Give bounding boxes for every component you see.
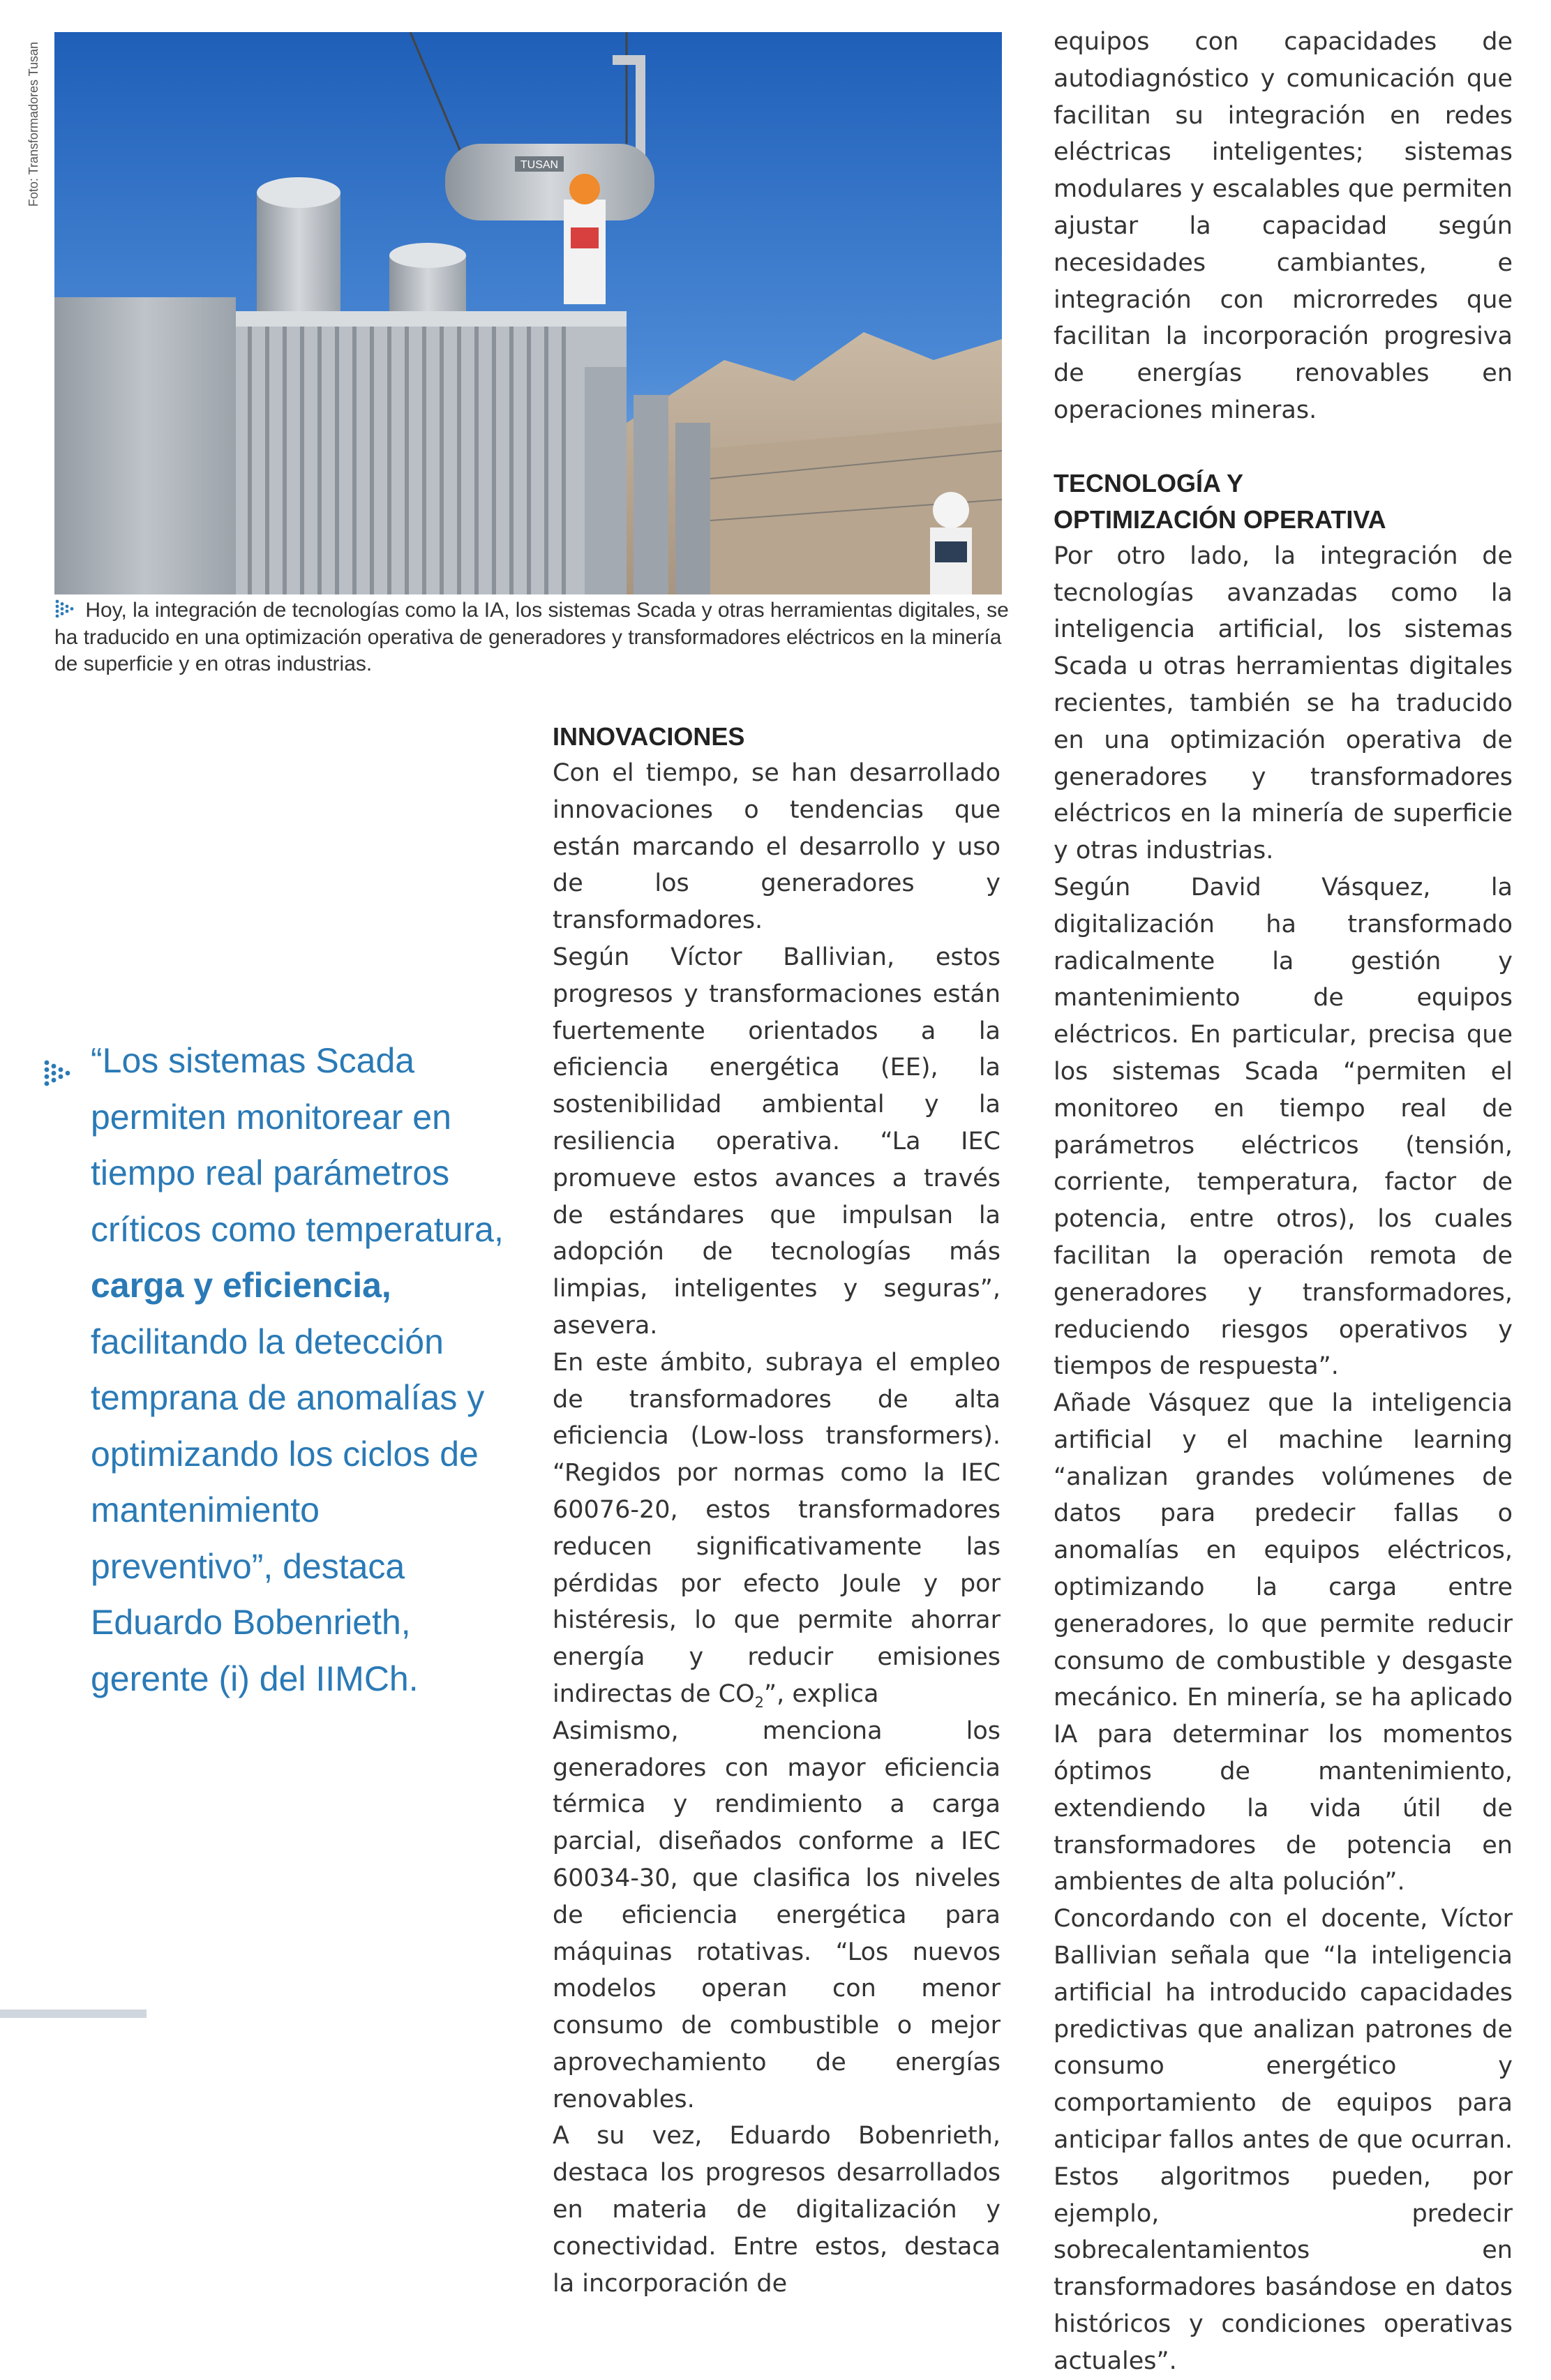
- transformer-photo: [54, 32, 1002, 594]
- quote-part-1: “Los sistemas Scada permiten monitorear en tiempo real parámetros críticos como temperatura,: [91, 1041, 504, 1249]
- paragraph: Según Víctor Ballivian, estos progresos y transformaciones están fuertemente orientados a la eficiencia energética (EE), la sostenibilidad ambiental y la resiliencia operativa. “La IEC promueve estos avances a través de estándares que impulsan la adopción de tecnologías más limpias, inteligentes y seguras”, asevera.: [553, 943, 1001, 1340]
- caption-text: Hoy, la integración de tecnologías como la IA, los sistemas Scada y otras herramientas digitales, se ha traducido en una optimización operativa de generadores y transformadores eléctricos en la minería de superficie y en otras industrias.: [54, 599, 1009, 676]
- brand-label: TUSAN: [520, 159, 559, 171]
- paragraph-text: ”, explica: [764, 1679, 879, 1708]
- heading-line: OPTIMIZACIÓN OPERATIVA: [1054, 504, 1386, 534]
- paragraph: Por otro lado, la integración de tecnologías avanzadas como la inteligencia artificial, los sistemas Scada u otras herramientas digitales recientes, también se ha traducido en una optimización operativa de generadores y transformadores eléctricos en la minería de superficie y otras industrias.: [1054, 541, 1513, 865]
- section-heading-tecnologia: [1054, 465, 1513, 538]
- pull-quote: [43, 1033, 504, 1707]
- paragraph: Según David Vásquez, la digitalización ha transformado radicalmente la gestión y mantenimiento de equipos eléctricos. En particular, precisa que los sistemas Scada “permiten el monitoreo en tiempo real de parámetros eléctricos (tensión, corriente, temperatura, factor de potencia, entre otros), los cuales facilitan la operación remota de generadores y transformadores, reduciendo riesgos operativos y tiempos de respuesta”.: [1054, 873, 1513, 1381]
- paragraph: Añade Vásquez que la inteligencia artificial y el machine learning “analizan grandes volúmenes de datos para predecir fallas o anomalías en equipos eléctricos, optimizando la carga entre generadores, lo que permite reducir consumo de combustible y desgaste mecánico. En minería, se ha aplicado IA para determinar los momentos óptimos de mantenimiento, extendiendo la vida útil de transformadores de potencia en ambientes de alta polución”.: [1054, 1389, 1513, 1896]
- paragraph: equipos con capacidades de autodiagnóstico y comunicación que facilitan su integración en redes eléctricas inteligentes; sistemas modulares y escalables que permiten ajustar la capacidad según necesidades cambiantes, e integración con microrredes que facilitan la incorporación progresiva de energías renovables en operaciones mineras.: [1054, 28, 1513, 424]
- paragraph: A su vez, Eduardo Bobenrieth, destaca los progresos desarrollados en materia de digitalización y conectividad. Entre estos, destaca la incorporación de: [553, 2122, 1001, 2298]
- section-heading-innovaciones: INNOVACIONES: [553, 722, 745, 751]
- quote-part-2: facilitando la detección temprana de anomalías y optimizando los ciclos de mantenimiento preventivo”, destaca Eduardo Bobenrieth, gerente (i) del IIMCh.: [91, 1322, 485, 1698]
- subscript: 2: [754, 1693, 765, 1711]
- paragraph-text: En este ámbito, subraya el empleo de transformadores de alta eficiencia (Low-loss transformers). “Regidos por normas como la IEC 60076-20, estos transformadores reducen significativamente las pérdidas por efecto Joule y por histéresis, lo que permite ahorrar energía y reducir emisiones indirectas de CO: [553, 1348, 1001, 1708]
- quote-bold: carga y eficiencia,: [91, 1266, 391, 1305]
- dot-bullet-icon: [54, 598, 80, 624]
- paragraph: Concordando con el docente, Víctor Ballivian señala que “la inteligencia artificial ha introducido capacidades predictivas que analizan patrones de consumo energético y comportamiento de equipos para anticipar fallos antes de que ocurran. Estos algoritmos pueden, por ejemplo, predecir sobrecalentamientos en transformadores basándose en datos históricos y condiciones operativas actuales”.: [1054, 1905, 1513, 2375]
- heading-line: TECNOLOGÍA Y: [1054, 468, 1244, 497]
- right-column: [1054, 24, 1513, 2380]
- quote-text: [43, 1033, 504, 1707]
- footer-decoration: [0, 2009, 147, 2018]
- dot-bullet-icon: [43, 1048, 77, 1105]
- photo-caption: [54, 597, 1010, 678]
- paragraph: Asimismo, menciona los generadores con mayor eficiencia térmica y rendimiento a carga parcial, diseñados conforme a IEC 60034-30, que clasifica los niveles de eficiencia energética para máquinas rotativas. “Los nuevos modelos operan con menor consumo de combustible o mejor aprovechamiento de energías renovables.: [553, 1716, 1001, 2113]
- photo-credit: Foto: Transformadores Tusan: [27, 42, 40, 207]
- paragraph: Con el tiempo, se han desarrollado innovaciones o tendencias que están marcando el desarrollo y uso de los generadores y transformadores.: [553, 759, 1001, 935]
- middle-column: [553, 719, 1001, 2302]
- paragraph: [553, 1345, 1001, 1713]
